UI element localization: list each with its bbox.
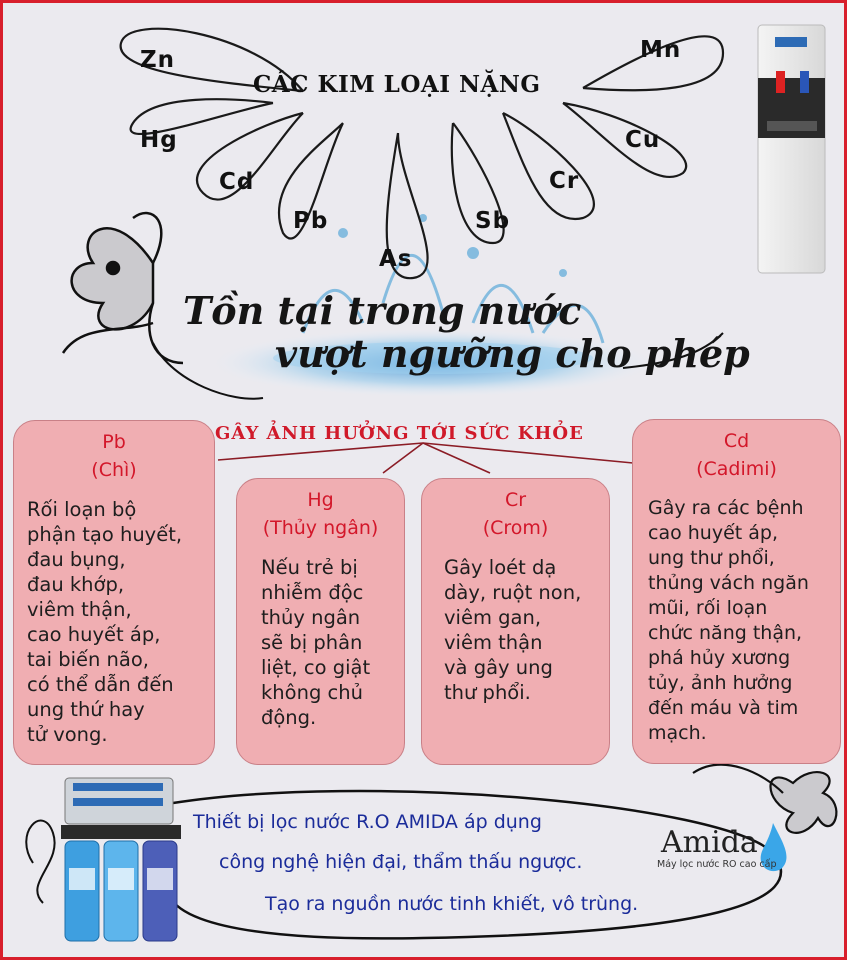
metal-label-cu: Cu xyxy=(625,127,661,153)
connector-lines xyxy=(218,443,633,473)
card-cr-symbol: Cr xyxy=(504,489,527,511)
heavy-metals-heading: CÁC KIM LOẠI NẶNG xyxy=(253,71,541,98)
butterfly-right-icon xyxy=(693,765,836,833)
card-cd-description: Gây ra các bệnh cao huyết áp, ung thư phổi, thủng vách ngăn mũi, rối loạn chức năng thận, phá hủy xương tủy, ảnh hưởng đến máu và tim mạch. xyxy=(648,497,809,744)
card-pb-symbol: Pb xyxy=(102,431,126,453)
metal-label-mn: Mn xyxy=(640,37,682,63)
card-hg-symbol: Hg xyxy=(307,489,334,511)
bottom-text-line-3: Tạo ra nguồn nước tinh khiết, vô trùng. xyxy=(265,893,639,915)
metal-label-hg: Hg xyxy=(140,127,178,153)
tagline-line-2: vượt ngưỡng cho phép xyxy=(275,331,750,376)
card-hg-description: Nếu trẻ bị nhiễm độc thủy ngân sẽ bị phân liệt, co giật không chủ động. xyxy=(261,556,371,729)
card-cr-name: (Crom) xyxy=(482,517,549,539)
bottom-text-line-1: Thiết bị lọc nước R.O AMIDA áp dụng xyxy=(193,811,542,833)
swirl-bottom-left-icon xyxy=(26,821,54,903)
card-pb-name: (Chì) xyxy=(91,459,137,481)
card-cd-name: (Cadimi) xyxy=(696,458,777,480)
metal-label-as: As xyxy=(379,246,413,272)
card-hg xyxy=(236,478,405,765)
tagline-line-1: Tồn tại trong nước xyxy=(183,288,582,333)
amida-logo: Amida xyxy=(661,825,758,860)
card-cd-symbol: Cd xyxy=(723,430,750,452)
card-cr-description: Gây loét dạ dày, ruột non, viêm gan, viêm thận và gây ung thư phổi. xyxy=(444,556,582,704)
metal-label-cr: Cr xyxy=(549,168,580,194)
card-cr xyxy=(421,478,610,765)
butterfly-left-icon xyxy=(63,213,183,363)
bottom-text-line-2: công nghệ hiện đại, thẩm thấu ngược. xyxy=(219,851,583,873)
water-cooler-icon xyxy=(758,25,825,273)
card-pb xyxy=(13,420,215,765)
health-effects-title: GÂY ẢNH HƯỞNG TỚI SỨC KHỎE xyxy=(215,423,584,444)
ro-filter-system-icon xyxy=(61,778,181,941)
metal-loops xyxy=(121,29,723,278)
card-cd xyxy=(632,419,841,764)
metal-label-pb: Pb xyxy=(293,208,329,234)
metal-label-cd: Cd xyxy=(219,169,255,195)
metal-label-zn: Zn xyxy=(140,47,176,73)
amida-logo-tagline: Máy lọc nước RO cao cấp xyxy=(657,859,777,870)
card-pb-description: Rối loạn bộ phận tạo huyết, đau bụng, đau khớp, viêm thận, cao huyết áp, tai biến não, có thể dẫn đến ung thứ hay tử vong. xyxy=(27,498,183,746)
metal-label-sb: Sb xyxy=(475,208,511,234)
card-hg-name: (Thủy ngân) xyxy=(262,517,379,539)
